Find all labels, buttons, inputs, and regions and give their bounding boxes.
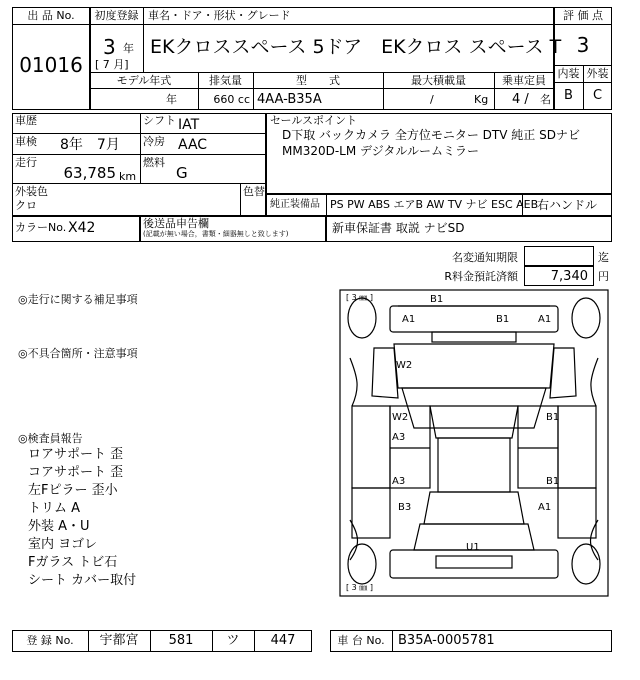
windshield <box>402 388 546 428</box>
driving-notes-title: ◎走行に関する補足事項 <box>18 293 138 306</box>
tire-depth-top-label: [ 3 ㎜ ] <box>346 293 373 302</box>
damage-mark: B1 <box>496 314 510 325</box>
color-label: 外装色 <box>15 185 48 198</box>
shift-label: シフト <box>143 114 176 127</box>
first-reg-label: 初度登録 <box>94 9 139 22</box>
mileage-unit: km <box>119 170 137 183</box>
interior-grade: B <box>564 88 573 103</box>
lot-number: 01016 <box>19 53 83 77</box>
name-change-field <box>524 246 594 266</box>
model-code-label: 型 式 <box>296 74 340 87</box>
warranty-items: 新車保証書 取説 ナビSD <box>332 221 465 235</box>
displacement-value: 660 cc <box>213 93 250 106</box>
vehicle-name-label: 車名・ドア・形状・グレード <box>148 9 291 22</box>
model-year-unit: 年 <box>166 93 177 106</box>
ac-value: AAC <box>178 137 208 153</box>
displacement-label: 排気量 <box>209 74 242 87</box>
docs-note: (記載が無い場合，書類・細器無しと致します) <box>143 230 289 238</box>
damage-mark: W2 <box>396 360 413 371</box>
max-load-unit: Kg <box>474 93 489 106</box>
first-reg-year: 3 <box>103 35 116 59</box>
sales-point-line2: MM320D-LM デジタルルームミラー <box>282 144 480 158</box>
mileage-label: 走行 <box>15 156 37 169</box>
damage-mark: A1 <box>538 502 552 513</box>
defects-title: ◎不具合箇所・注意事項 <box>18 347 138 360</box>
shift-value: IAT <box>178 117 200 133</box>
fuel-value: G <box>176 164 188 182</box>
damage-mark: A3 <box>392 476 406 487</box>
inspector-item: ロアサポート 歪 <box>28 447 124 462</box>
tire-rear-right <box>572 544 600 584</box>
model-year-label: モデル年式 <box>116 74 172 87</box>
damage-mark: W2 <box>392 412 409 423</box>
color-no-value: X42 <box>68 220 96 236</box>
inspector-item: Fガラス トビ石 <box>28 555 118 570</box>
roof <box>438 438 510 492</box>
capacity-label: 乗車定員 <box>502 74 546 87</box>
damage-mark: U1 <box>466 542 480 553</box>
ac-label: 冷房 <box>143 135 165 148</box>
capacity-value: 4 / <box>512 92 529 107</box>
color-no-label: カラーNo. <box>15 221 67 234</box>
tire-front-left <box>348 298 376 338</box>
interior-label: 内装 <box>557 67 580 80</box>
tire-rear-left <box>348 544 376 584</box>
inspector-item: 左Fピラー 歪小 <box>28 483 118 498</box>
name-change-unit: 迄 <box>598 251 609 264</box>
inspector-item: 室内 ヨゴレ <box>28 537 98 552</box>
inspector-item: シート カバー取付 <box>28 573 137 588</box>
damage-mark: A1 <box>538 314 552 325</box>
model-code: 4AA-B35A <box>257 92 322 107</box>
inspector-item: 外装 A・U <box>28 519 90 534</box>
damage-mark: A3 <box>392 432 406 443</box>
exterior-grade: C <box>592 88 603 103</box>
exterior-label: 外装 <box>586 67 609 80</box>
front-right-fender <box>550 348 576 398</box>
registration-class: 581 <box>168 633 194 648</box>
roof-front <box>430 406 518 438</box>
color-change-label: 色替 <box>243 185 265 198</box>
left-front-door <box>352 406 390 488</box>
specs-box <box>12 113 266 216</box>
chassis-number: B35A-0005781 <box>398 633 495 648</box>
right-front-door <box>558 406 596 488</box>
damage-mark: B1 <box>430 294 444 305</box>
damage-mark: B1 <box>546 476 560 487</box>
max-load-slash: / <box>430 93 434 106</box>
score-label: 評 価 点 <box>563 9 603 22</box>
registration-kana: ツ <box>226 633 240 648</box>
shaken-value: 8年 7月 <box>60 137 120 153</box>
max-load-label: 最大積載量 <box>411 74 466 87</box>
shaken-label: 車検 <box>15 135 37 148</box>
chassis-label: 車 台 No. <box>337 634 385 647</box>
recycle-unit: 円 <box>598 270 609 283</box>
registration-place: 宇都宮 <box>99 633 139 648</box>
hood <box>394 344 554 388</box>
damage-mark: B1 <box>546 412 560 423</box>
vehicle-name: EKクロススペース 5ドア EKクロス スペース T <box>150 36 562 58</box>
first-reg-month: [ 7 月] <box>95 58 129 71</box>
mileage-value: 63,785 <box>63 164 116 182</box>
registration-number: 447 <box>270 633 296 648</box>
history-label: 車歴 <box>15 114 37 127</box>
inspector-item: コアサポート 歪 <box>28 465 124 480</box>
right-rear-door <box>558 488 596 538</box>
rear-bumper <box>390 550 558 578</box>
car-diagram <box>338 288 610 600</box>
lot-number-label: 出 品 No. <box>27 9 75 22</box>
score-value: 3 <box>576 33 590 57</box>
color-value: クロ <box>15 199 37 212</box>
damage-mark: A1 <box>402 314 416 325</box>
left-rear-door <box>352 488 390 538</box>
fuel-label: 燃料 <box>143 156 165 169</box>
inspector-title: ◎検査員報告 <box>18 432 83 445</box>
sales-point-line1: D下取 バックカメラ 全方位モニター DTV 純正 SDナビ <box>282 128 580 142</box>
equipment-label: 純正装備品 <box>270 199 320 210</box>
inspector-item: トリム A <box>28 501 81 516</box>
recycle-value: 7,340 <box>550 269 588 284</box>
docs-label: 後送品申告欄 <box>143 217 209 230</box>
capacity-unit: 名 <box>540 93 551 106</box>
rear-window <box>424 492 524 524</box>
handle-position: 右ハンドル <box>536 198 597 212</box>
recycle-label: R料金預託済額 <box>444 270 518 283</box>
first-reg-year-unit: 年 <box>123 42 134 55</box>
front-left-fender <box>372 348 398 398</box>
tire-front-right <box>572 298 600 338</box>
sales-point-label: セールスポイント <box>270 114 358 127</box>
registration-label: 登 録 No. <box>26 634 74 647</box>
tire-depth-bottom-label: [ 3 ㎜ ] <box>346 583 373 592</box>
equipment-list: PS PW ABS エアB AW TV ナビ ESC AEB <box>330 198 539 211</box>
damage-mark: B3 <box>398 502 412 513</box>
name-change-label: 名変通知期限 <box>452 251 518 264</box>
